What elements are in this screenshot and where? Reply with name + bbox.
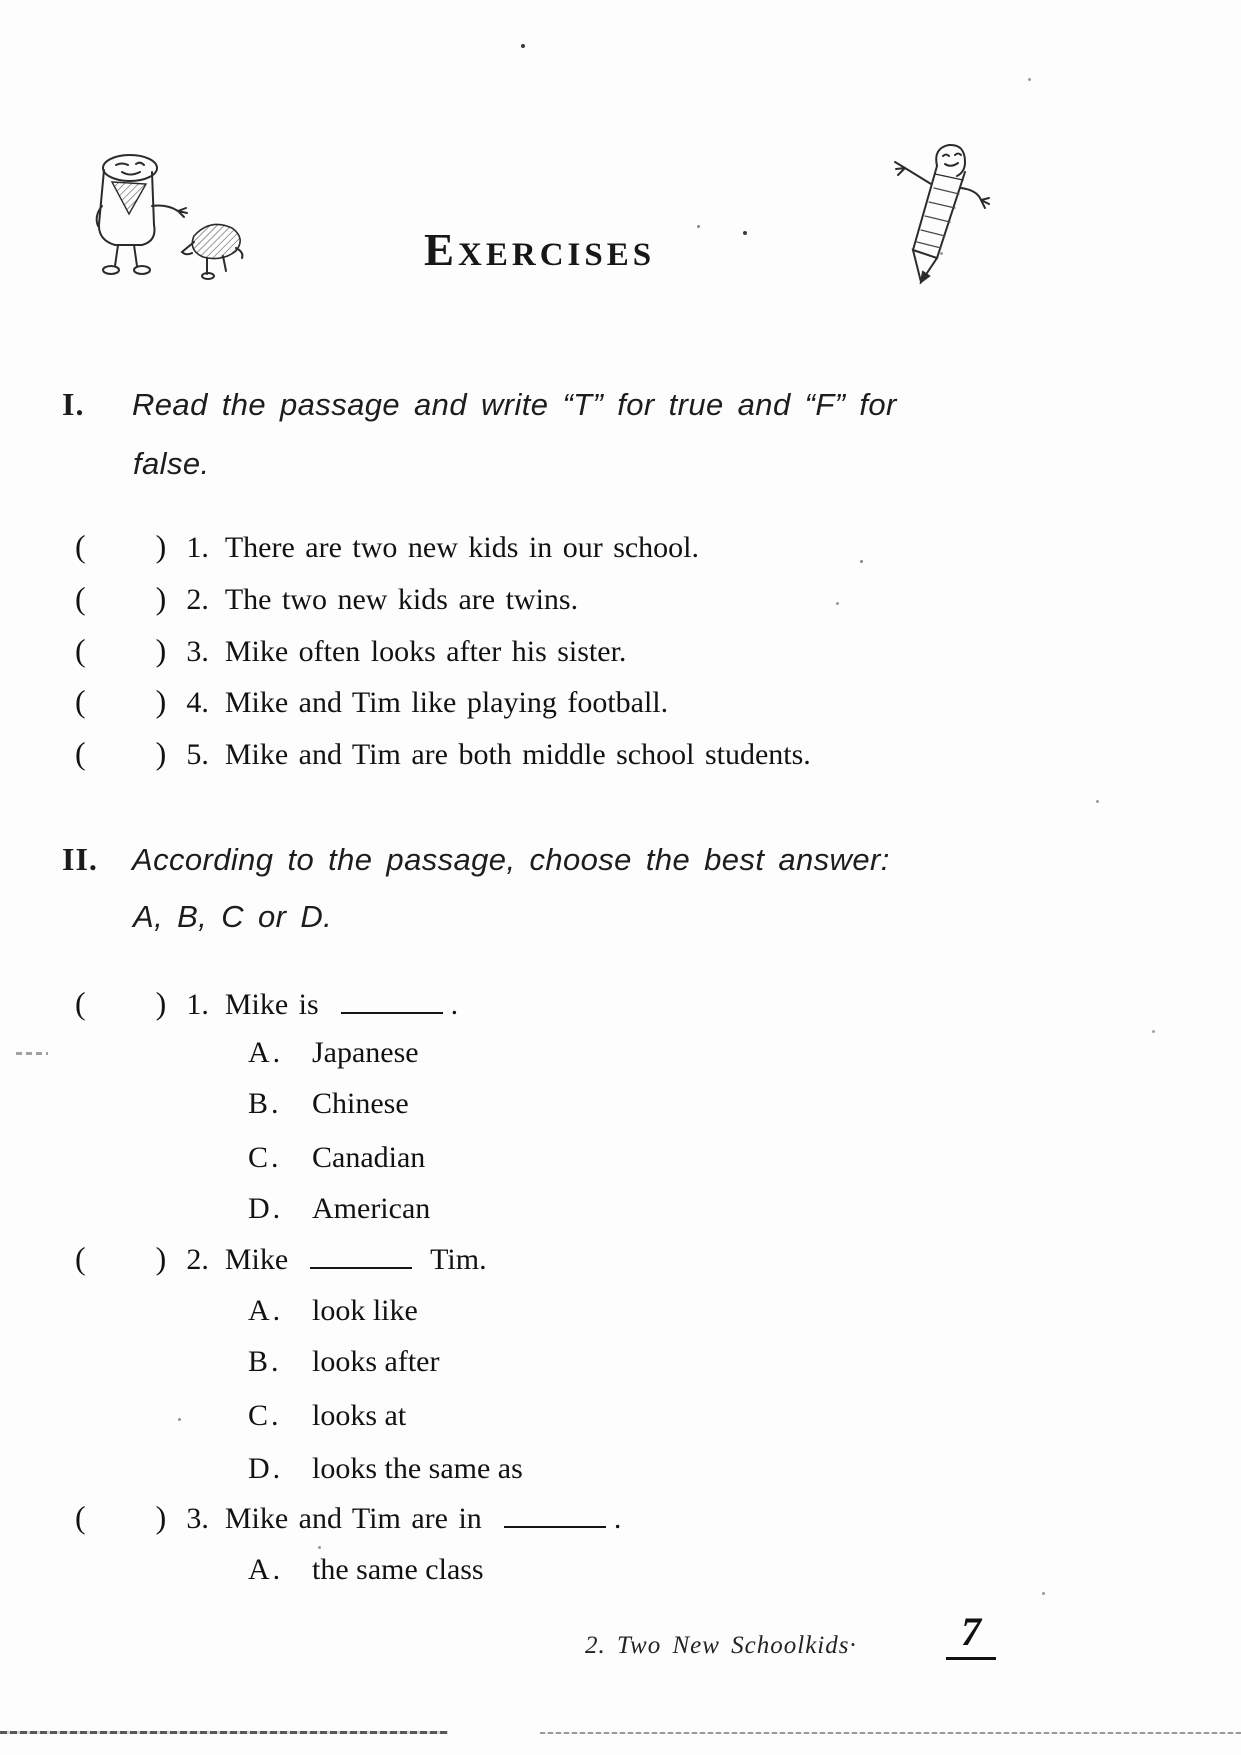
answer-paren-close: ) — [155, 632, 167, 668]
question-stem-after: . — [613, 1502, 622, 1535]
true-false-item-3 — [75, 630, 626, 672]
page-title: EXERCISES — [424, 225, 656, 275]
question-stem: Mike and Tim are in — [224, 1502, 482, 1535]
question-stem: Mike — [224, 1243, 289, 1276]
scan-speck — [318, 1546, 321, 1549]
section-two-numeral: II. — [62, 841, 98, 877]
option-letter: C. — [248, 1141, 282, 1174]
answer-slot[interactable] — [86, 991, 156, 1025]
answer-paren-open: ( — [75, 1240, 86, 1276]
scan-speck — [940, 252, 943, 255]
mc-question-3 — [75, 1497, 621, 1539]
scan-speck — [521, 44, 525, 48]
answer-slot[interactable] — [86, 1505, 156, 1539]
option-letter: C. — [248, 1399, 282, 1432]
page-number: 7 — [946, 1608, 996, 1660]
item-text: Mike often looks after his sister. — [224, 635, 627, 668]
option-row-1b — [248, 1084, 409, 1124]
answer-slot[interactable] — [86, 586, 156, 620]
question-number: 1. — [186, 988, 209, 1021]
footer-lesson-reference: 2. Two New Schoolkids· — [585, 1632, 857, 1659]
question-stem-after: Tim. — [430, 1243, 487, 1276]
option-text: the same class — [312, 1553, 484, 1586]
question-stem: Mike is — [224, 988, 319, 1021]
option-text: Canadian — [312, 1141, 426, 1174]
answer-paren-open: ( — [75, 985, 86, 1021]
option-letter: D. — [248, 1452, 284, 1485]
answer-paren-close: ) — [155, 985, 167, 1021]
answer-slot[interactable] — [86, 638, 156, 672]
option-row-1c — [248, 1138, 425, 1178]
item-number: 3. — [186, 635, 209, 668]
answer-blank[interactable] — [504, 1498, 606, 1528]
option-row-1a — [248, 1033, 419, 1073]
section-one-heading — [62, 386, 897, 423]
scan-speck — [1152, 1030, 1155, 1033]
option-text: American — [312, 1192, 431, 1225]
section-one-instruction: Read the passage and write “T” for true and “F” for — [132, 387, 897, 422]
answer-paren-close: ) — [155, 735, 167, 771]
section-two-heading — [62, 841, 890, 878]
item-text: Mike and Tim are both middle school students. — [224, 738, 811, 771]
answer-paren-open: ( — [75, 1499, 86, 1535]
section-one-instruction-continuation: false. — [133, 446, 210, 481]
scan-speck — [743, 231, 747, 235]
answer-paren-open: ( — [75, 735, 86, 771]
scan-speck — [1028, 78, 1031, 81]
option-letter: A. — [248, 1036, 284, 1069]
answer-paren-open: ( — [75, 528, 86, 564]
answer-slot[interactable] — [86, 741, 156, 775]
scan-speck — [178, 1418, 181, 1421]
option-letter: B. — [248, 1345, 282, 1378]
scan-speck — [1096, 800, 1099, 803]
item-number: 1. — [186, 531, 209, 564]
option-row-2c — [248, 1396, 406, 1436]
question-number: 2. — [186, 1243, 209, 1276]
answer-slot[interactable] — [86, 1246, 156, 1280]
section-one-numeral: I. — [62, 386, 85, 422]
item-number: 5. — [186, 738, 209, 771]
item-text: There are two new kids in our school. — [224, 531, 700, 564]
mc-question-1 — [75, 983, 458, 1025]
option-row-3a — [248, 1550, 484, 1590]
true-false-item-1 — [75, 526, 699, 568]
option-letter: B. — [248, 1087, 282, 1120]
option-letter: A. — [248, 1294, 284, 1327]
question-stem-after: . — [450, 988, 459, 1021]
bottom-scan-line-right — [540, 1732, 1241, 1734]
option-text: Japanese — [312, 1036, 419, 1069]
scan-speck — [1042, 1592, 1045, 1595]
true-false-item-4 — [75, 681, 668, 723]
scan-speck — [836, 602, 839, 605]
scan-speck — [860, 560, 863, 563]
answer-blank[interactable] — [310, 1239, 412, 1269]
item-text: Mike and Tim like playing football. — [224, 686, 669, 719]
answer-paren-close: ) — [155, 1240, 167, 1276]
answer-slot[interactable] — [86, 534, 156, 568]
pencil-character-doodle — [885, 140, 1000, 300]
option-letter: D. — [248, 1192, 284, 1225]
option-row-2b — [248, 1342, 439, 1382]
answer-paren-close: ) — [155, 528, 167, 564]
mc-question-2 — [75, 1238, 487, 1280]
true-false-item-5 — [75, 733, 811, 775]
answer-paren-open: ( — [75, 632, 86, 668]
option-text: look like — [312, 1294, 418, 1327]
answer-paren-open: ( — [75, 580, 86, 616]
option-text: Chinese — [312, 1087, 409, 1120]
option-text: looks the same as — [312, 1452, 523, 1485]
scan-dash-artifact — [16, 1052, 48, 1055]
option-letter: A. — [248, 1553, 284, 1586]
option-row-2d — [248, 1449, 523, 1489]
item-text: The two new kids are twins. — [224, 583, 579, 616]
answer-paren-open: ( — [75, 683, 86, 719]
item-number: 4. — [186, 686, 209, 719]
section-two-instruction-continuation: A, B, C or D. — [133, 899, 333, 934]
section-two-instruction: According to the passage, choose the best answer: — [132, 842, 890, 877]
option-row-1d — [248, 1189, 430, 1229]
scan-speck — [697, 225, 700, 228]
answer-paren-close: ) — [155, 1499, 167, 1535]
item-number: 2. — [186, 583, 209, 616]
sharpener-character-doodle — [82, 148, 252, 288]
option-row-2a — [248, 1291, 418, 1331]
answer-blank[interactable] — [341, 984, 443, 1014]
answer-paren-close: ) — [155, 683, 167, 719]
question-number: 3. — [186, 1502, 209, 1535]
answer-paren-close: ) — [155, 580, 167, 616]
true-false-item-2 — [75, 578, 578, 620]
answer-slot[interactable] — [86, 689, 156, 723]
option-text: looks at — [312, 1399, 407, 1432]
option-text: looks after — [312, 1345, 440, 1378]
bottom-scan-line-left — [0, 1731, 448, 1734]
